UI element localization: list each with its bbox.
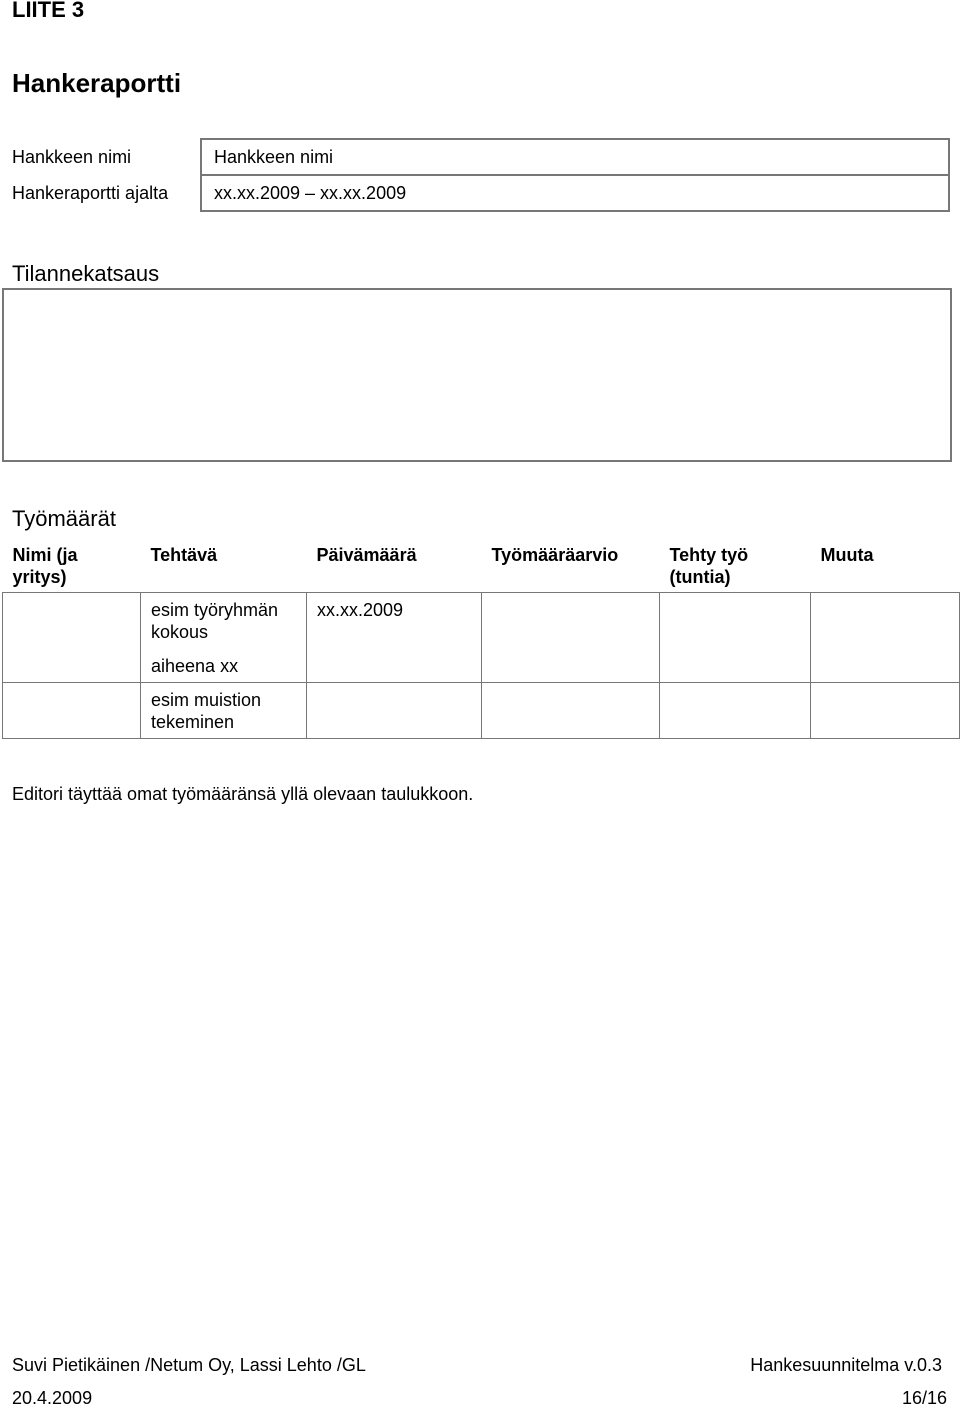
row-done bbox=[660, 683, 811, 739]
project-name-value: Hankkeen nimi bbox=[201, 139, 949, 175]
header-task: Tehtävä bbox=[150, 545, 218, 565]
workload-header-row bbox=[3, 536, 960, 593]
header-estimate: Työmääräarvio bbox=[491, 545, 619, 565]
row-task-subtext: aiheena xx bbox=[151, 656, 239, 676]
project-info-table bbox=[2, 138, 950, 212]
row-other bbox=[811, 593, 960, 683]
row-other bbox=[811, 683, 960, 739]
page-title: Hankeraportti bbox=[12, 68, 182, 98]
row-date: xx.xx.2009 bbox=[307, 593, 482, 683]
info-row-report-period bbox=[2, 175, 949, 211]
report-period-value: xx.xx.2009 – xx.xx.2009 bbox=[201, 175, 949, 211]
row-task-text: esim työryhmän kokous bbox=[151, 600, 279, 642]
footer-doc-version: Hankesuunnitelma v.0.3 bbox=[750, 1355, 942, 1375]
appendix-label: LIITE 3 bbox=[12, 0, 85, 22]
row-task bbox=[141, 593, 307, 683]
info-row-project-name bbox=[2, 139, 949, 175]
footer-authors: Suvi Pietikäinen /Netum Oy, Lassi Lehto /GL bbox=[12, 1355, 366, 1375]
row-name bbox=[3, 593, 141, 683]
workload-section-title: Työmäärät bbox=[12, 506, 116, 531]
row-task-text: esim muistion tekeminen bbox=[151, 690, 262, 732]
row-name bbox=[3, 683, 141, 739]
row-estimate bbox=[482, 683, 660, 739]
row-estimate bbox=[482, 593, 660, 683]
report-period-label: Hankeraportti ajalta bbox=[12, 182, 169, 203]
row-task bbox=[141, 683, 307, 739]
header-done: Tehty työ (tuntia) bbox=[669, 545, 749, 587]
header-name: Nimi (ja yritys) bbox=[12, 545, 78, 587]
footer-page-number: 16/16 bbox=[901, 1388, 947, 1408]
table-row bbox=[3, 683, 960, 739]
workload-table bbox=[2, 536, 960, 739]
row-date bbox=[307, 683, 482, 739]
project-name-label: Hankkeen nimi bbox=[12, 146, 132, 167]
header-other: Muuta bbox=[820, 545, 874, 565]
header-date: Päivämäärä bbox=[316, 545, 417, 565]
status-section-title: Tilannekatsaus bbox=[12, 261, 160, 286]
table-row bbox=[3, 593, 960, 683]
footer-date: 20.4.2009 bbox=[12, 1388, 93, 1408]
row-done bbox=[660, 593, 811, 683]
status-box bbox=[2, 288, 952, 462]
workload-note: Editori täyttää omat työmääränsä yllä olevaan taulukkoon. bbox=[12, 784, 474, 804]
